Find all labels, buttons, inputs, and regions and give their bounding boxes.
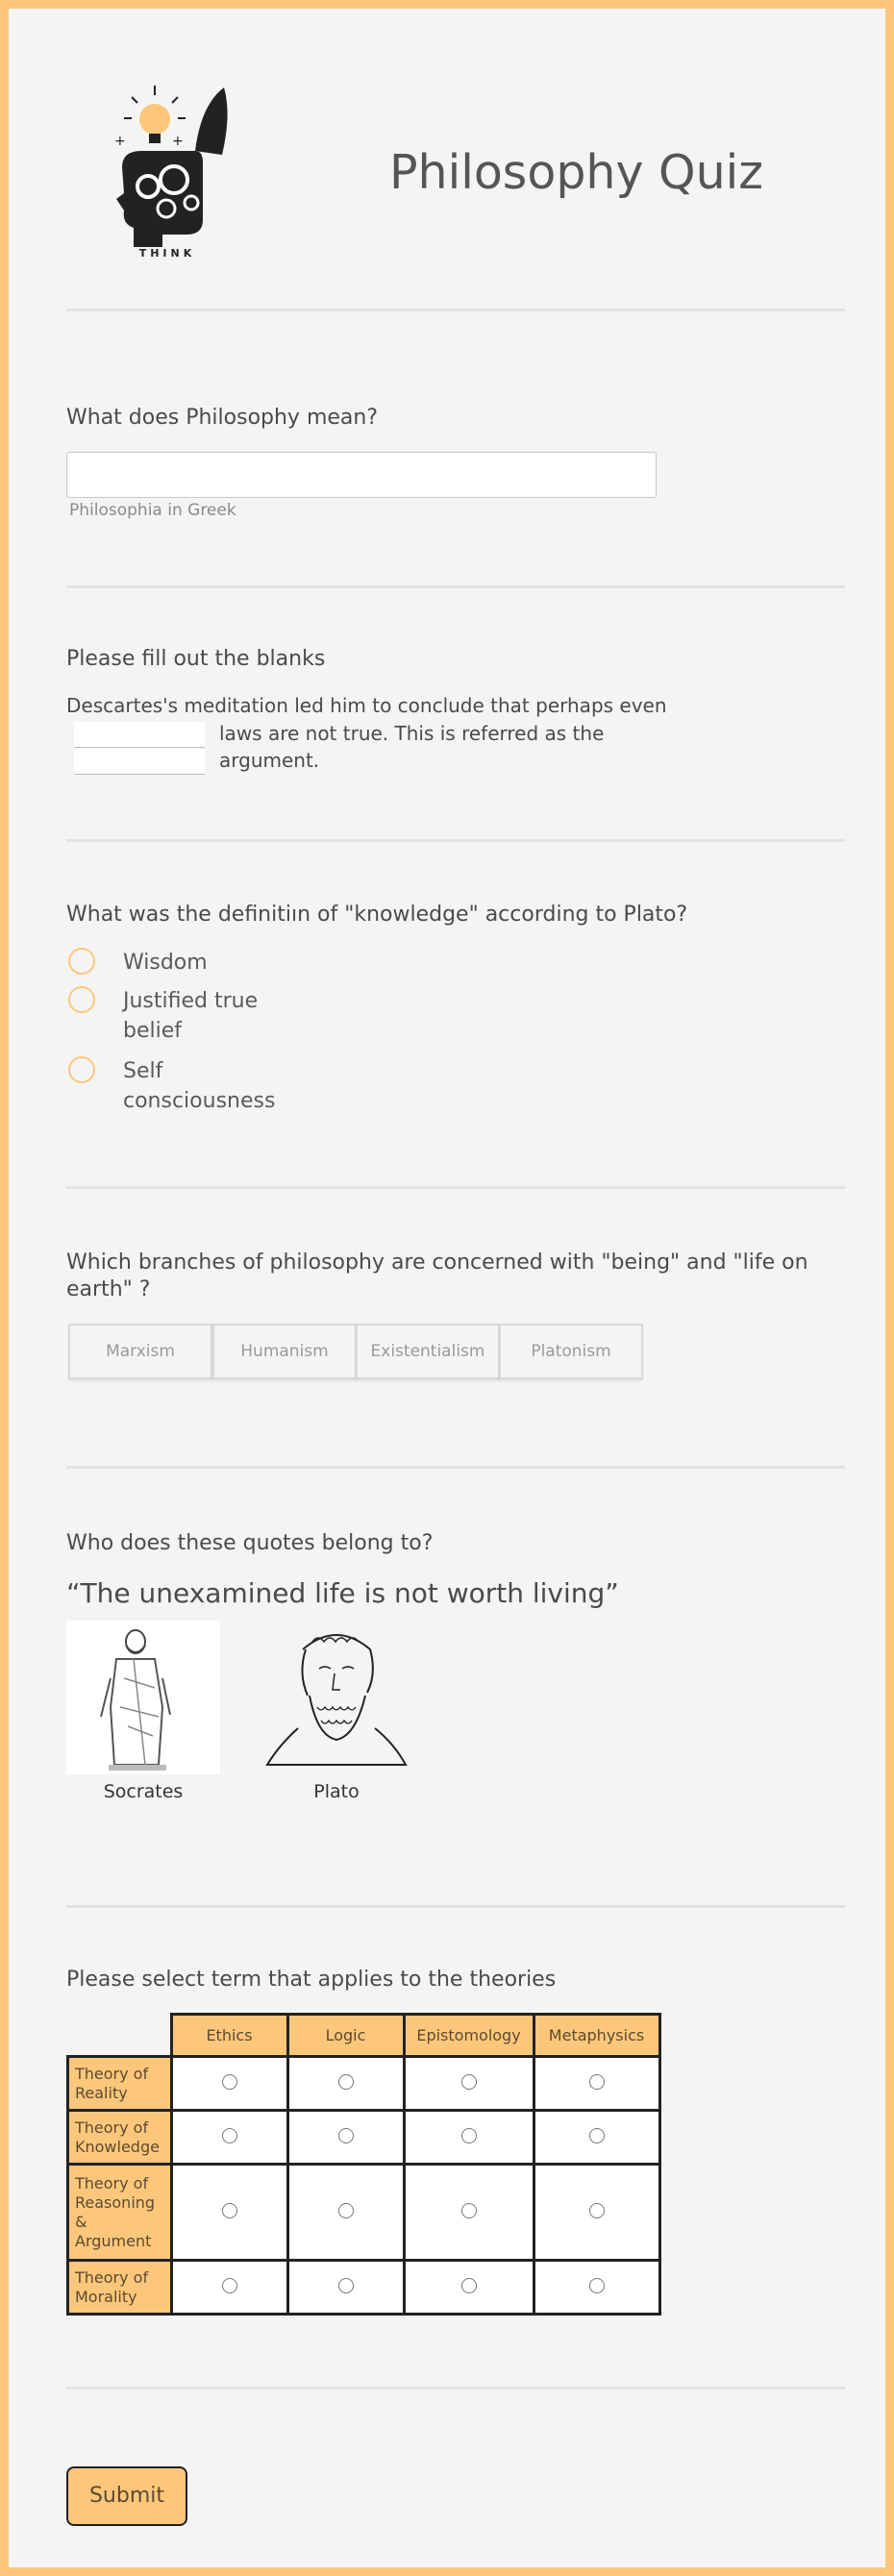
- column-header-metaphysics: Metaphysics: [534, 2015, 659, 2057]
- section-divider: [66, 585, 845, 588]
- matrix-cell[interactable]: [171, 2165, 287, 2261]
- matrix-cell[interactable]: [404, 2261, 534, 2315]
- q1-label: What does Philosophy mean?: [66, 406, 379, 430]
- matrix-cell[interactable]: [534, 2165, 659, 2261]
- matrix-radio[interactable]: [461, 2278, 477, 2293]
- matrix-corner: [68, 2015, 172, 2057]
- section-divider: [66, 1186, 845, 1189]
- matrix-radio[interactable]: [461, 2074, 477, 2090]
- radio-label: Wisdom: [123, 951, 208, 975]
- matrix-cell[interactable]: [287, 2111, 404, 2165]
- theory-matrix: [66, 2013, 661, 2316]
- caption-plato: Plato: [313, 1781, 360, 1802]
- plato-image[interactable]: [260, 1621, 413, 1774]
- matrix-radio[interactable]: [338, 2203, 354, 2218]
- matrix-radio[interactable]: [338, 2074, 354, 2090]
- q4-label: Which branches of philosophy are concerned with "being" and "life on earth" ?: [66, 1251, 808, 1301]
- column-header-epistomology: Epistomology: [404, 2015, 534, 2057]
- column-header-ethics: Ethics: [171, 2015, 287, 2057]
- matrix-cell[interactable]: [287, 2165, 404, 2261]
- matrix-cell[interactable]: [404, 2057, 534, 2111]
- option-humanism[interactable]: Humanism: [212, 1324, 357, 1379]
- submit-button[interactable]: Submit: [66, 2466, 187, 2526]
- form-header: [66, 66, 845, 278]
- matrix-cell[interactable]: [171, 2057, 287, 2111]
- matrix-radio[interactable]: [589, 2128, 605, 2143]
- plato-bust-icon: [260, 1621, 413, 1774]
- matrix-radio[interactable]: [222, 2203, 237, 2218]
- blank-input-1[interactable]: [74, 722, 205, 748]
- matrix-radio[interactable]: [222, 2074, 237, 2090]
- matrix-cell[interactable]: [534, 2057, 659, 2111]
- section-divider: [66, 839, 845, 842]
- radio-circle[interactable]: [68, 1056, 95, 1083]
- section-divider: [66, 1466, 845, 1469]
- matrix-cell[interactable]: [534, 2111, 659, 2165]
- section-divider: [66, 2387, 845, 2390]
- matrix-radio[interactable]: [461, 2128, 477, 2143]
- matrix-cell[interactable]: [404, 2111, 534, 2165]
- matrix-cell[interactable]: [404, 2165, 534, 2261]
- radio-label: Justified true belief: [123, 989, 259, 1043]
- matrix-cell[interactable]: [171, 2111, 287, 2165]
- matrix-radio[interactable]: [589, 2203, 605, 2218]
- radio-label: Self consciousness: [123, 1059, 276, 1113]
- q2-text-line1: Descartes's meditation led him to conclude that perhaps even: [66, 694, 667, 717]
- q3-label: What was the definitiın of "knowledge" according to Plato?: [66, 903, 688, 927]
- option-platonism[interactable]: Platonism: [499, 1324, 643, 1379]
- socrates-statue-icon: [66, 1621, 220, 1774]
- matrix-radio[interactable]: [589, 2074, 605, 2090]
- q1-sublabel: Philosophia in Greek: [69, 501, 236, 520]
- logo-text: THINK: [138, 247, 196, 260]
- column-header-logic: Logic: [287, 2015, 404, 2057]
- q5-label: Who does these quotes belong to?: [66, 1531, 434, 1555]
- q6-label: Please select term that applies to the theories: [66, 1968, 557, 1992]
- philosophy-meaning-input[interactable]: [66, 452, 657, 498]
- matrix-radio[interactable]: [338, 2278, 354, 2293]
- matrix-cell[interactable]: [171, 2261, 287, 2315]
- caption-socrates: Socrates: [103, 1781, 184, 1802]
- socrates-image[interactable]: [66, 1621, 220, 1774]
- q2-text-line2: laws are not true. This is referred as the: [219, 722, 605, 745]
- section-divider: [66, 1905, 845, 1908]
- matrix-radio[interactable]: [222, 2278, 237, 2293]
- row-header-reality: Theory of Reality: [68, 2057, 172, 2111]
- matrix-radio[interactable]: [461, 2203, 477, 2218]
- matrix-cell[interactable]: [287, 2057, 404, 2111]
- row-header-reasoning: Theory of Reasoning & Argument: [68, 2165, 172, 2261]
- radio-circle[interactable]: [68, 948, 95, 975]
- section-divider: [66, 309, 845, 311]
- svg-text:+: +: [114, 134, 126, 149]
- radio-circle[interactable]: [68, 986, 95, 1013]
- matrix-cell[interactable]: [287, 2261, 404, 2315]
- q2-label: Please fill out the blanks: [66, 647, 326, 671]
- head-gears-icon: [95, 76, 239, 249]
- row-header-knowledge: Theory of Knowledge: [68, 2111, 172, 2165]
- matrix-radio[interactable]: [222, 2128, 237, 2143]
- row-header-morality: Theory of Morality: [68, 2261, 172, 2315]
- svg-text:+: +: [172, 134, 184, 149]
- option-existentialism[interactable]: Existentialism: [356, 1324, 500, 1379]
- think-logo: [95, 76, 239, 268]
- quote-text: “The unexamined life is not worth living”: [66, 1577, 619, 1609]
- q2-text-line3: argument.: [219, 749, 320, 772]
- matrix-radio[interactable]: [338, 2128, 354, 2143]
- blank-input-2[interactable]: [74, 749, 205, 775]
- matrix-radio[interactable]: [589, 2278, 605, 2293]
- matrix-cell[interactable]: [534, 2261, 659, 2315]
- option-marxism[interactable]: Marxism: [68, 1324, 212, 1379]
- page-title: Philosophy Quiz: [389, 145, 764, 200]
